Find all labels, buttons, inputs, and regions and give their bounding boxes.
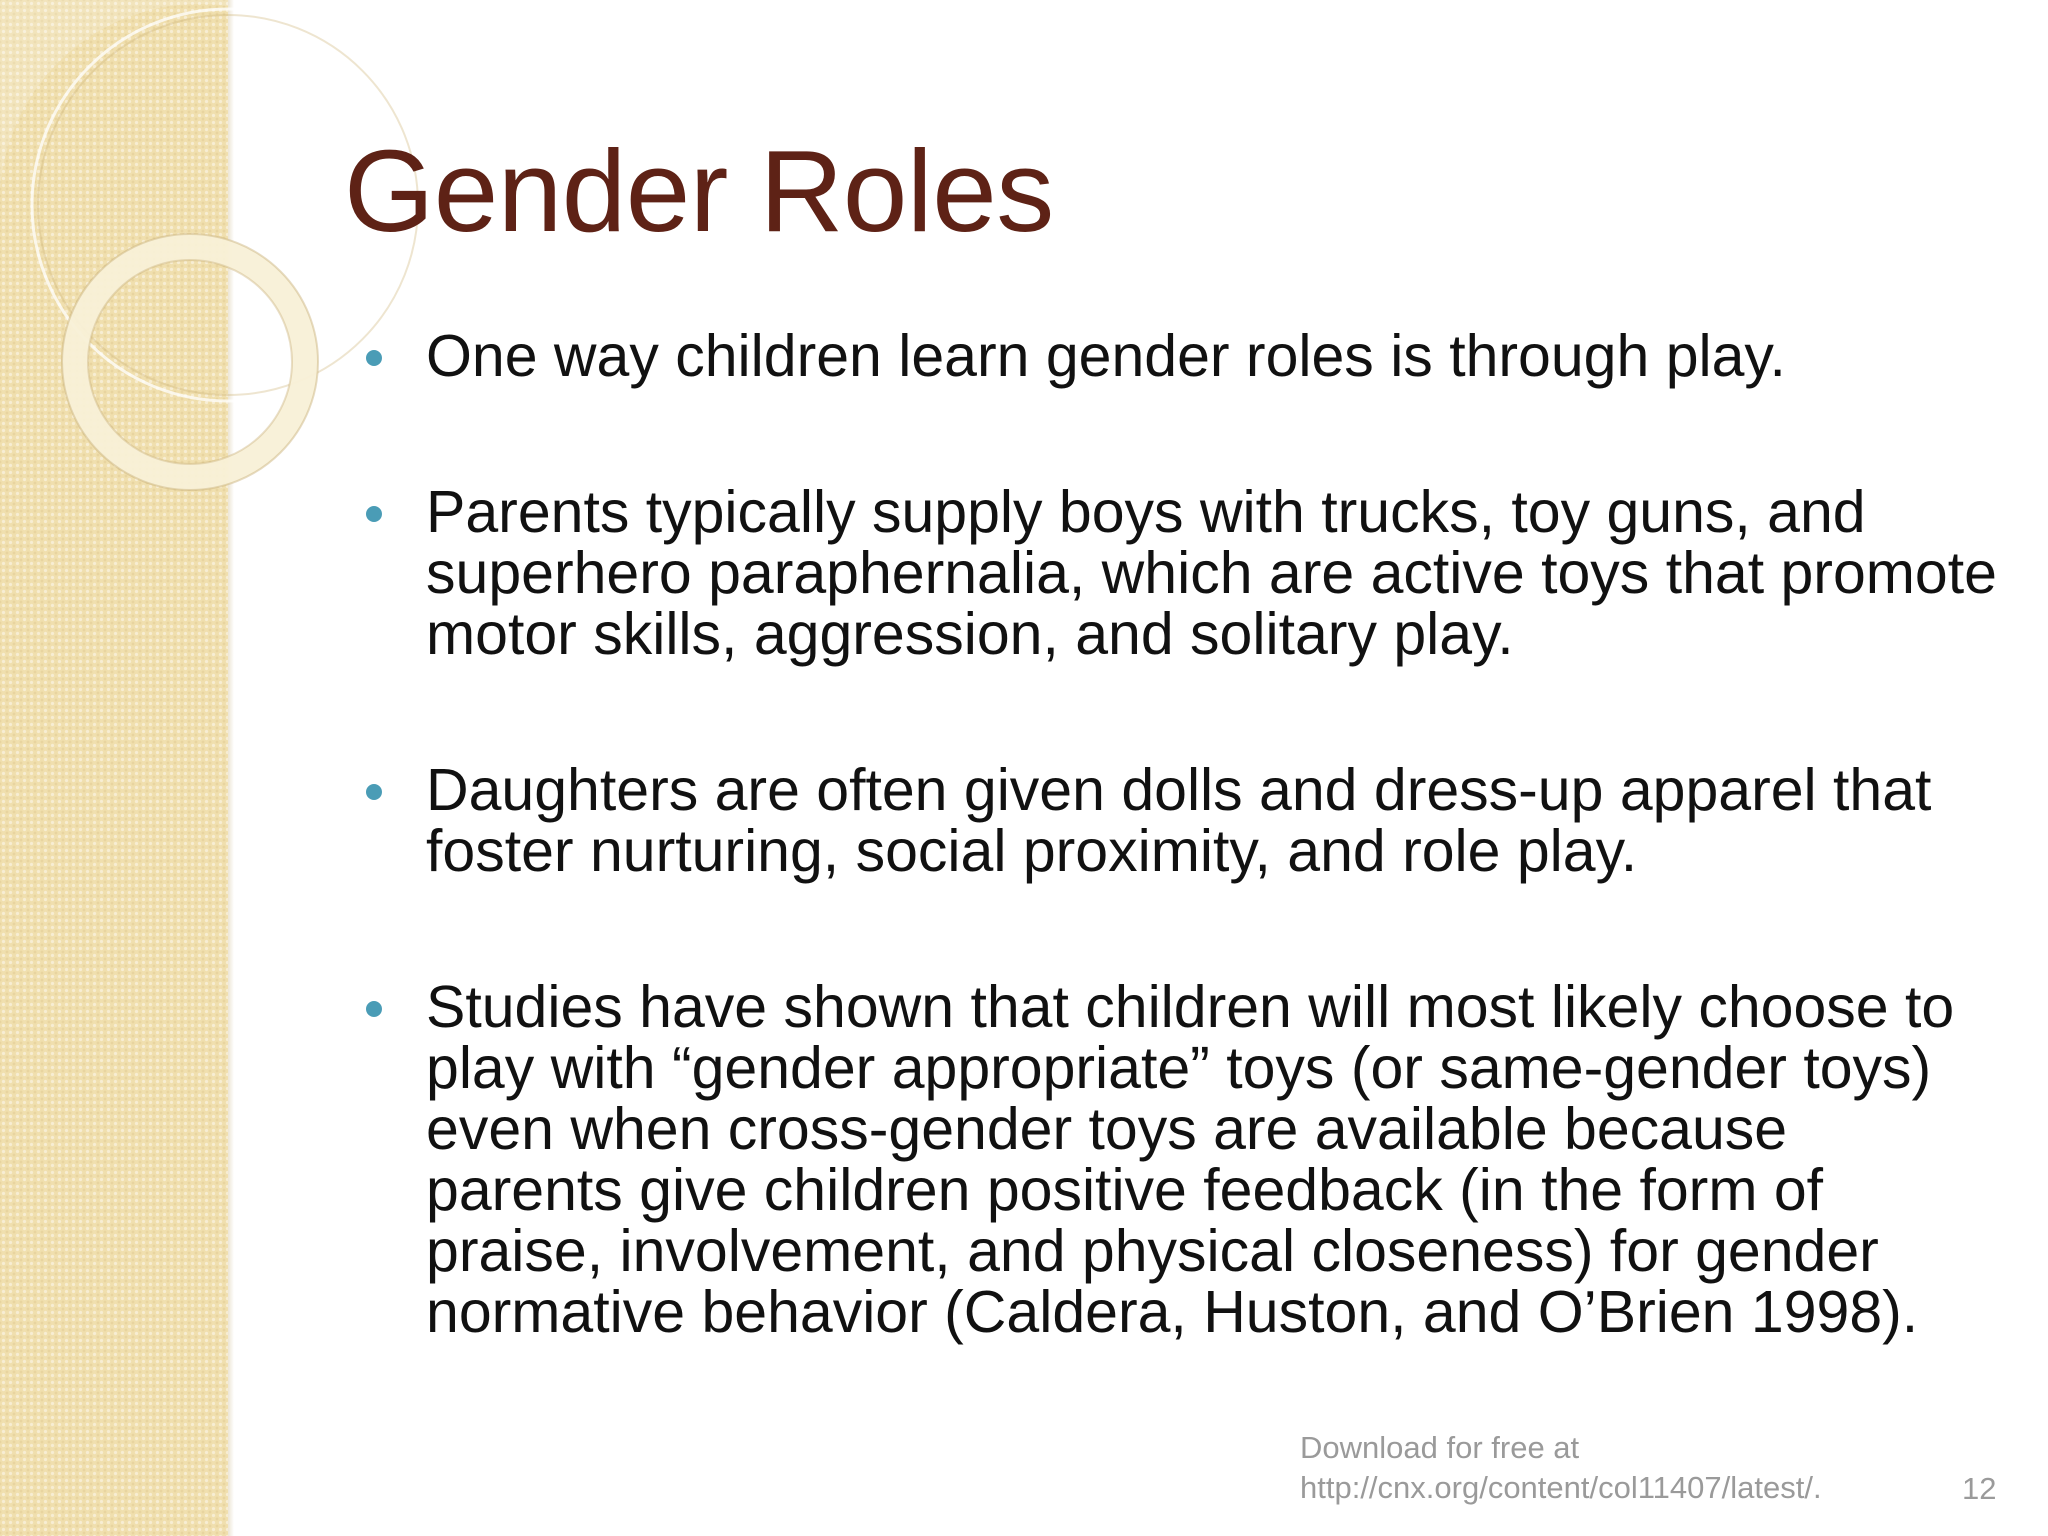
- source-url: http://cnx.org/content/col11407/latest/.: [1300, 1470, 1822, 1505]
- bullet-dot-icon: [366, 506, 382, 522]
- decorative-rings: [0, 0, 360, 560]
- source-attribution: [1300, 1428, 1822, 1508]
- bullet-list: [360, 323, 2000, 1345]
- bullet-text: One way children learn gender roles is through play.: [426, 323, 1786, 389]
- page-number: 12: [1962, 1471, 1997, 1506]
- slide-title: Gender Roles: [344, 126, 1054, 256]
- bullet-dot-icon: [366, 350, 382, 366]
- bullet-text: Parents typically supply boys with trucks, toy guns, and superhero paraphernalia, which are active toys that promote motor skills, aggression, and solitary play.: [426, 479, 1997, 667]
- source-line: Download for free at: [1300, 1430, 1580, 1465]
- bullet-item: [360, 479, 2000, 667]
- bullet-dot-icon: [366, 1001, 382, 1017]
- bullet-text: Daughters are often given dolls and dress-up apparel that foster nurturing, social proximity, and role play.: [426, 757, 1932, 884]
- bullet-item: [360, 323, 2000, 389]
- bullet-item: [360, 757, 2000, 884]
- bullet-dot-icon: [366, 784, 382, 800]
- bullet-text: Studies have shown that children will most likely choose to play with “gender appropriate” toys (or same-gender toys) even when cross-gender toys are available because parents give children positive feedback (in the form of praise, involvement, and physical closeness) for gender normative behavior (Caldera, Huston, and O’Brien 1998).: [426, 974, 1955, 1345]
- bullet-item: [360, 974, 2000, 1345]
